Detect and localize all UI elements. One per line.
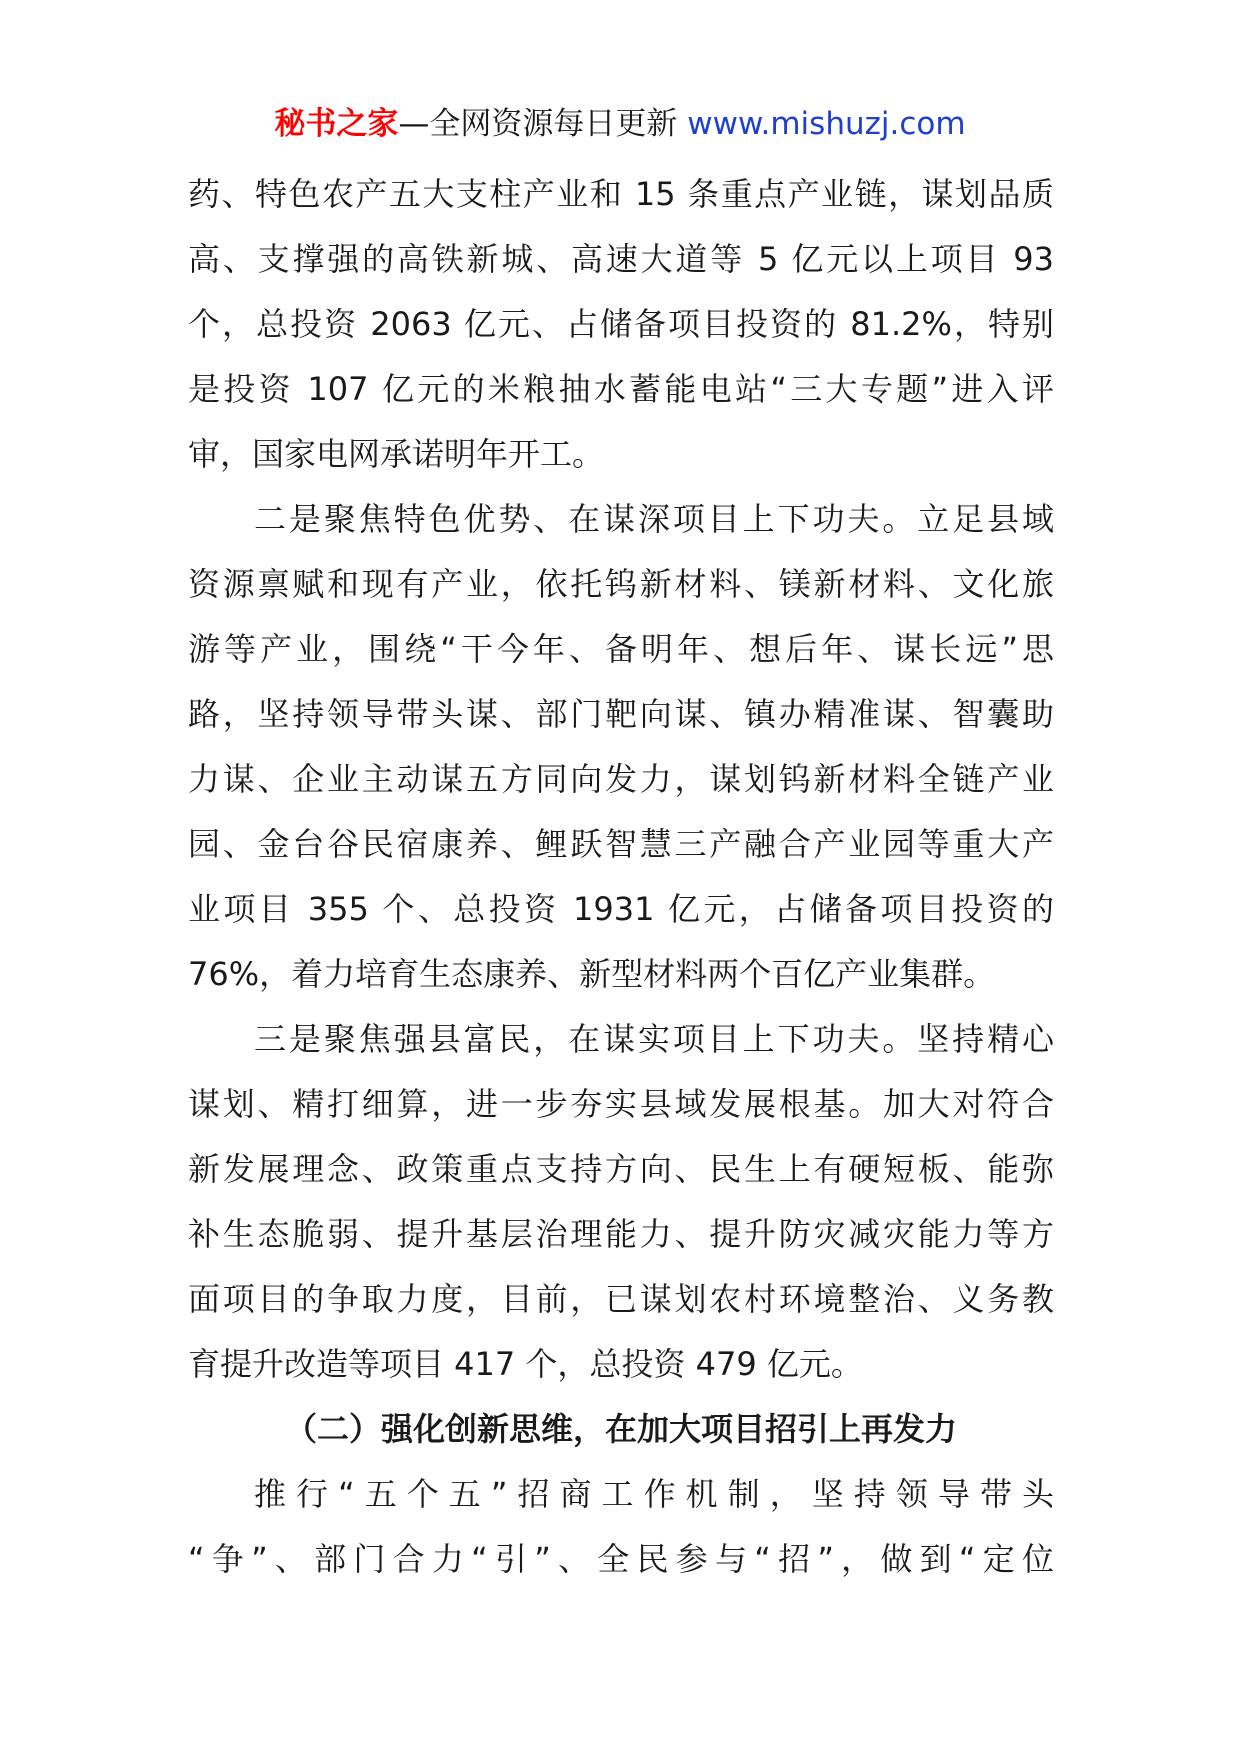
site-tagline: —全网资源每日更新 bbox=[398, 106, 678, 142]
text-line: 业项目 355 个、总投资 1931 亿元，占储备项目投资的 bbox=[188, 890, 1054, 928]
document-body bbox=[188, 162, 1054, 1592]
text-line: 育提升改造等项目 417 个，总投资 479 亿元。 bbox=[188, 1345, 863, 1383]
text-line: 游等产业，围绕“干今年、备明年、想后年、谋长远”思 bbox=[188, 630, 1054, 668]
paragraph-start-line: 推行“五个五”招商工作机制，坚持领导带头 bbox=[254, 1475, 1054, 1513]
text-line: 个，总投资 2063 亿元、占储备项目投资的 81.2%，特别 bbox=[188, 305, 1054, 343]
text-line: 新发展理念、政策重点支持方向、民生上有硬短板、能弥 bbox=[188, 1150, 1054, 1188]
text-line: 园、金台谷民宿康养、鲤跃智慧三产融合产业园等重大产 bbox=[188, 825, 1054, 863]
text-line: 76%，着力培育生态康养、新型材料两个百亿产业集群。 bbox=[188, 955, 996, 993]
site-brand: 秘书之家 bbox=[274, 106, 399, 142]
text-line: 谋划、精打细算，进一步夯实县域发展根基。加大对符合 bbox=[188, 1085, 1054, 1123]
text-line: “争”、部门合力“引”、全民参与“招”，做到“定位 bbox=[188, 1540, 1054, 1578]
text-line: 审，国家电网承诺明年开工。 bbox=[188, 435, 605, 473]
text-line: 力谋、企业主动谋五方同向发力，谋划钨新材料全链产业 bbox=[188, 760, 1054, 798]
text-line: 药、特色农产五大支柱产业和 15 条重点产业链，谋划品质 bbox=[188, 175, 1054, 213]
site-url[interactable]: www.mishuzj.com bbox=[687, 106, 966, 142]
paragraph-start-line: 二是聚焦特色优势、在谋深项目上下功夫。立足县域 bbox=[254, 500, 1054, 538]
text-line: 补生态脆弱、提升基层治理能力、提升防灾减灾能力等方 bbox=[188, 1215, 1054, 1253]
text-line: 资源禀赋和现有产业，依托钨新材料、镁新材料、文化旅 bbox=[188, 565, 1054, 603]
text-line: 面项目的争取力度，目前，已谋划农村环境整治、义务教 bbox=[188, 1280, 1054, 1318]
text-line: 路，坚持领导带头谋、部门靶向谋、镇办精准谋、智囊助 bbox=[188, 695, 1054, 733]
text-line: 是投资 107 亿元的米粮抽水蓄能电站“三大专题”进入评 bbox=[188, 370, 1054, 408]
text-line: 高、支撑强的高铁新城、高速大道等 5 亿元以上项目 93 bbox=[188, 240, 1054, 278]
paragraph-start-line: 三是聚焦强县富民，在谋实项目上下功夫。坚持精心 bbox=[254, 1020, 1054, 1058]
watermark-header bbox=[0, 100, 1240, 148]
section-heading: （二）强化创新思维，在加大项目招引上再发力 bbox=[284, 1410, 957, 1448]
